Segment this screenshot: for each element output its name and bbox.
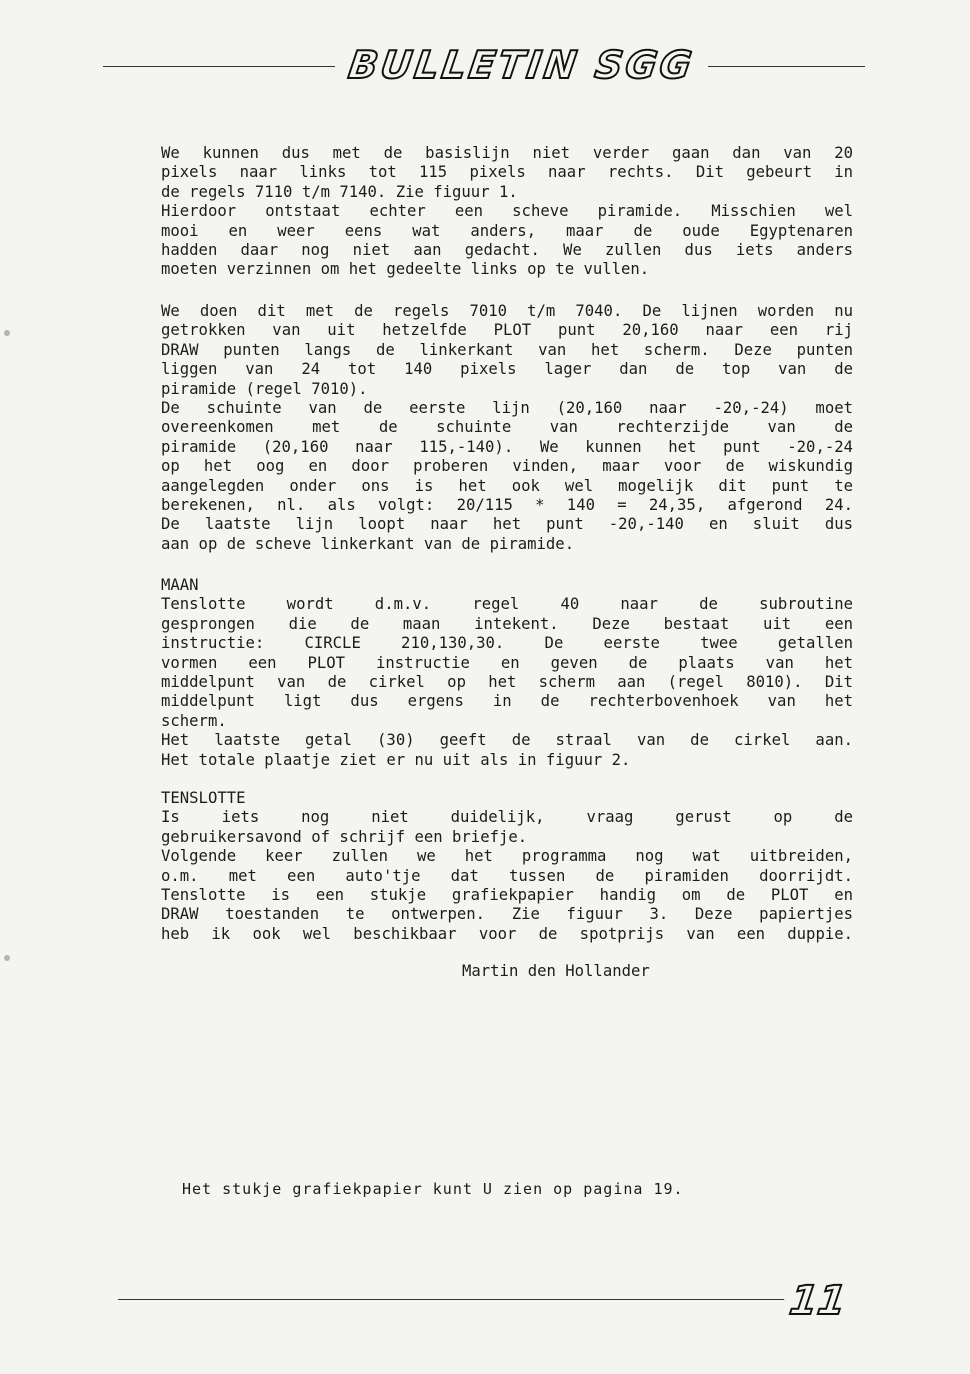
text-line: o.m. met een auto'tje dat tussen de piramiden doorrijdt.	[161, 866, 853, 885]
logo-text: BULLETIN SGG	[345, 43, 698, 87]
author-signature: Martin den Hollander	[462, 962, 650, 980]
text-line: berekenen, nl. als volgt: 20/115 * 140 = 24,35, afgerond 24.	[161, 495, 853, 514]
signature-block	[161, 962, 853, 981]
text-line: de regels 7110 t/m 7140. Zie figuur 1.	[161, 182, 518, 201]
text-line: aan op de scheve linkerkant van de piramide.	[161, 534, 575, 553]
text-line: hadden daar nog niet aan gedacht. We zullen dus iets anders	[161, 240, 853, 259]
text-line: Tenslotte wordt d.m.v. regel 40 naar de subroutine	[161, 595, 853, 614]
text-line: mooi en weer eens wat anders, maar de oude Egyptenaren	[161, 221, 853, 240]
text-line: liggen van 24 tot 140 pixels lager dan de top van de	[161, 360, 853, 379]
paragraph-2	[161, 302, 853, 554]
text-line: De schuinte van de eerste lijn (20,160 naar -20,-24) moet	[161, 398, 853, 417]
text-line: We doen dit met de regels 7010 t/m 7040. De lijnen worden nu	[161, 302, 853, 320]
text-line: gebruikersavond of schrijf een briefje.	[161, 827, 528, 846]
text-line: scherm.	[161, 711, 227, 730]
text-line: vormen een PLOT instructie en geven de plaats van het	[161, 653, 853, 672]
text-line: instructie: CIRCLE 210,130,30. De eerste twee getallen	[161, 634, 853, 653]
text-line: Volgende keer zullen we het programma nog wat uitbreiden,	[161, 847, 853, 866]
text-line: middelpunt van de cirkel op het scherm aan (regel 8010). Dit	[161, 672, 853, 691]
text-line: piramide (20,160 naar 115,-140). We kunnen het punt -20,-24	[161, 437, 853, 456]
text-line: middelpunt ligt dus ergens in de rechterbovenhoek van het	[161, 692, 853, 711]
text-line: overeenkomen met de schuinte van rechterzijde van de	[161, 418, 853, 437]
text-line: aangelegden onder ons is het ook wel mogelijk dit punt te	[161, 476, 853, 495]
punch-hole-mark	[4, 330, 10, 336]
text-line: Hierdoor ontstaat echter een scheve piramide. Misschien wel	[161, 202, 853, 221]
text-line: heb ik ook wel beschikbaar voor de spotprijs van een duppie.	[161, 924, 853, 943]
paragraph-1	[161, 144, 853, 280]
footer-rule	[118, 1299, 850, 1300]
bulletin-logo	[335, 40, 708, 90]
text-line: Het totale plaatje ziet er nu uit als in figuur 2.	[161, 750, 631, 769]
text-line: op het oog en door proberen vinden, maar voor de wiskundig	[161, 457, 853, 476]
text-line: DRAW toestanden te ontwerpen. Zie figuur 3. Deze papiertjes	[161, 905, 853, 924]
text-line: Het laatste getal (30) geeft de straal van de cirkel aan.	[161, 731, 853, 750]
text-line: getrokken van uit hetzelfde PLOT punt 20,160 naar een rij	[161, 321, 853, 340]
text-line: Tenslotte is een stukje grafiekpapier handig om de PLOT en	[161, 885, 853, 904]
text-line: piramide (regel 7010).	[161, 379, 368, 398]
text-line: Is iets nog niet duidelijk, vraag gerust op de	[161, 808, 853, 827]
page-number: 11	[781, 1278, 855, 1324]
section-heading: MAAN	[161, 576, 199, 594]
text-line: pixels naar links tot 115 pixels naar rechts. Dit gebeurt in	[161, 163, 853, 182]
text-line: moeten verzinnen om het gedeelte links op te vullen.	[161, 260, 650, 279]
text-line: De laatste lijn loopt naar het punt -20,-140 en sluit dus	[161, 515, 853, 534]
text-line: We kunnen dus met de basislijn niet verder gaan dan van 20	[161, 144, 853, 162]
text-line: gesprongen die de maan intekent. Deze bestaat uit een	[161, 614, 853, 633]
paragraph-3-maan	[161, 576, 853, 770]
punch-hole-mark	[4, 955, 10, 961]
footnote: Het stukje grafiekpapier kunt U zien op pagina 19.	[182, 1180, 684, 1198]
text-line: DRAW punten langs de linkerkant van het scherm. Deze punten	[161, 340, 853, 359]
paragraph-4-tenslotte	[161, 789, 853, 944]
section-heading: TENSLOTTE	[161, 789, 246, 807]
